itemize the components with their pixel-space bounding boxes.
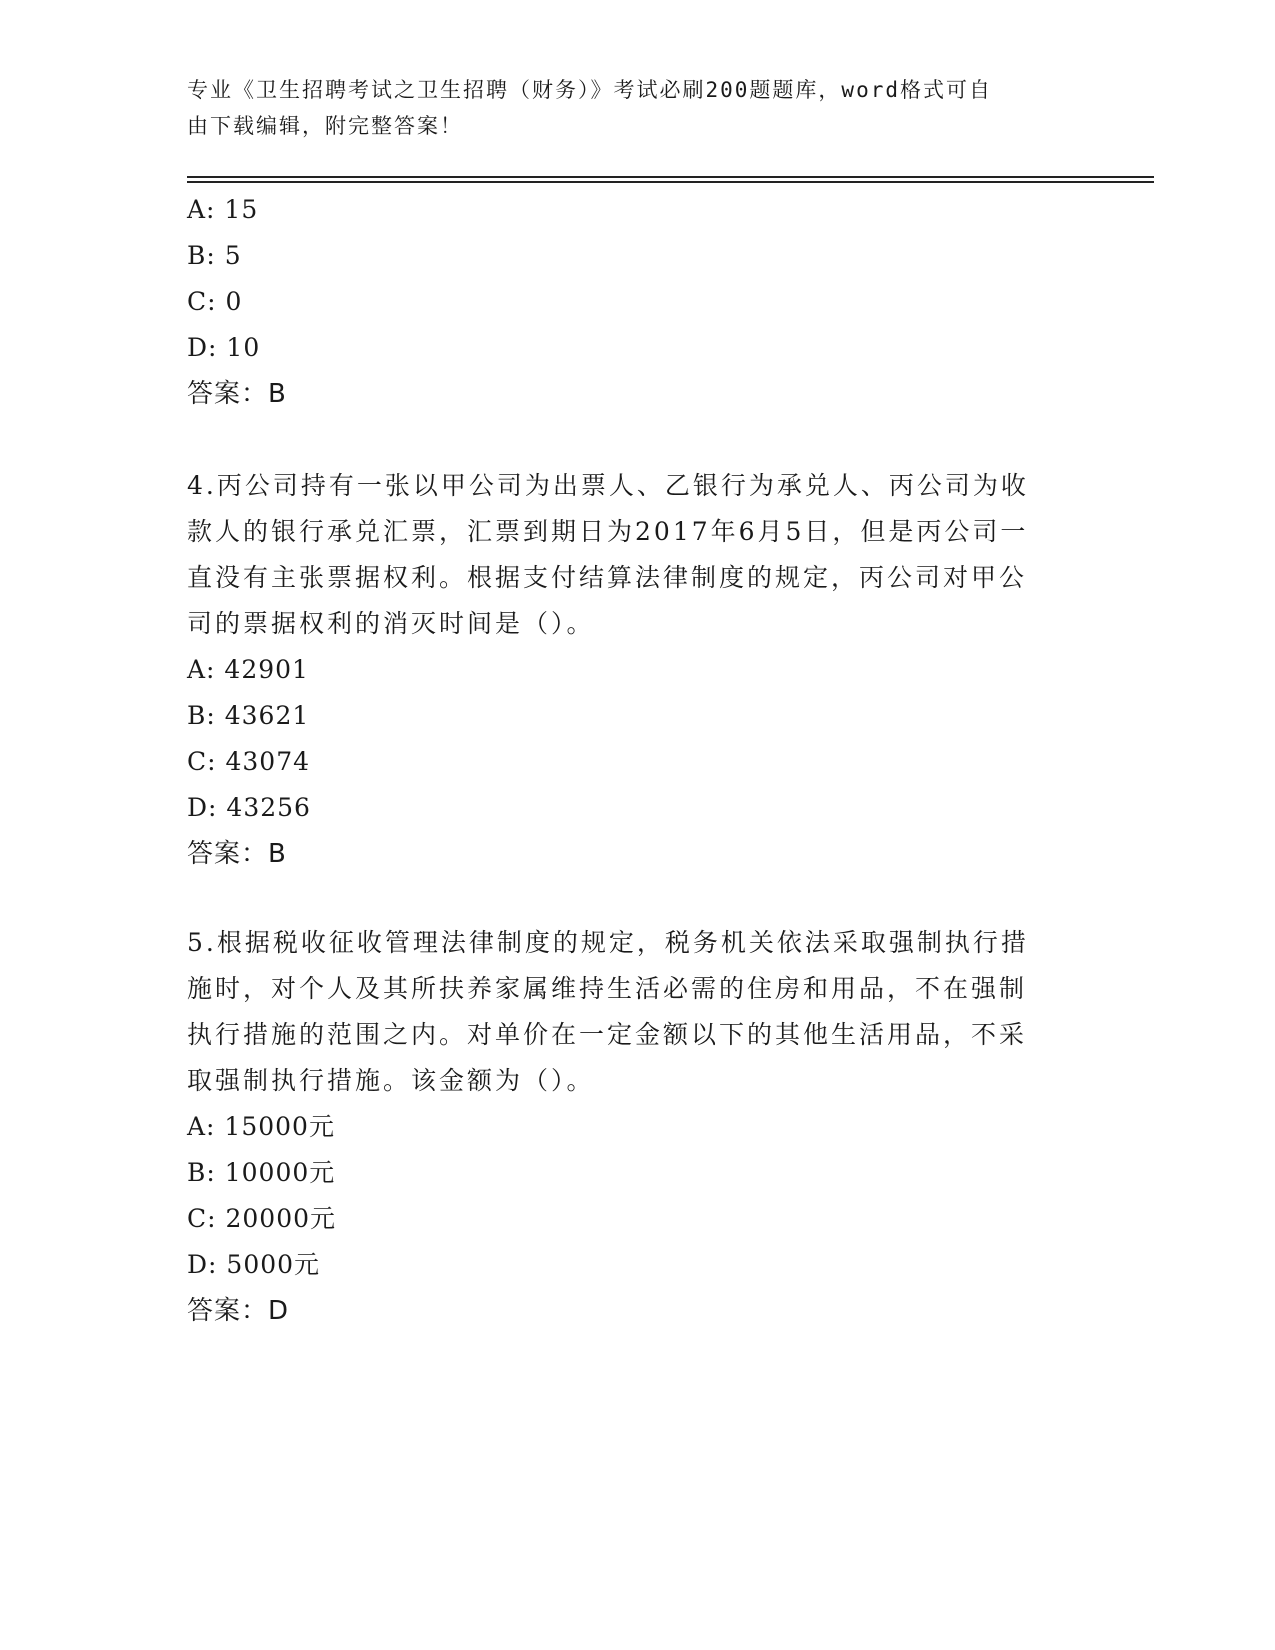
question-line: 施时，对个人及其所扶养家属维持生活必需的住房和用品，不在强制 (187, 974, 1028, 1003)
question-line: 4.丙公司持有一张以甲公司为出票人、乙银行为承兑人、丙公司为收 (187, 471, 1029, 500)
option-b: B: 43621 (187, 701, 310, 730)
question-line: 司的票据权利的消灭时间是（）。 (187, 609, 595, 638)
header-divider-bottom (187, 181, 1154, 183)
question-line: 取强制执行措施。该金额为（）。 (187, 1066, 595, 1095)
question-line: 直没有主张票据权利。根据支付结算法律制度的规定，丙公司对甲公 (187, 563, 1028, 592)
header-divider-top (187, 176, 1154, 178)
option-d: D: 10 (187, 333, 261, 362)
question-5 (187, 920, 1087, 1334)
option-c: C: 0 (187, 287, 243, 316)
option-c: C: 43074 (187, 747, 311, 776)
option-a: A: 15000元 (187, 1112, 335, 1141)
option-a: A: 15 (187, 195, 259, 224)
header-line-1: 专业《卫生招聘考试之卫生招聘（财务）》考试必刷200题题库，word格式可自 (187, 78, 992, 102)
option-b: B: 10000元 (187, 1158, 336, 1187)
question-text (187, 463, 1067, 647)
document-header (187, 72, 1087, 144)
answer: 答案：B (187, 379, 287, 409)
question-text (187, 920, 1067, 1104)
question-line: 5.根据税收征收管理法律制度的规定，税务机关依法采取强制执行措 (187, 928, 1029, 957)
question-line: 执行措施的范围之内。对单价在一定金额以下的其他生活用品，不采 (187, 1020, 1028, 1049)
option-b: B: 5 (187, 241, 242, 270)
question-4 (187, 463, 1087, 877)
answer: 答案：D (187, 1296, 290, 1326)
option-a: A: 42901 (187, 655, 309, 684)
option-d: D: 43256 (187, 793, 311, 822)
option-d: D: 5000元 (187, 1250, 321, 1279)
header-line-2: 由下载编辑，附完整答案！ (187, 114, 463, 138)
question-3 (187, 187, 1087, 417)
question-line: 款人的银行承兑汇票，汇票到期日为2017年6月5日，但是丙公司一 (187, 517, 1029, 546)
option-c: C: 20000元 (187, 1204, 337, 1233)
answer: 答案：B (187, 839, 287, 869)
